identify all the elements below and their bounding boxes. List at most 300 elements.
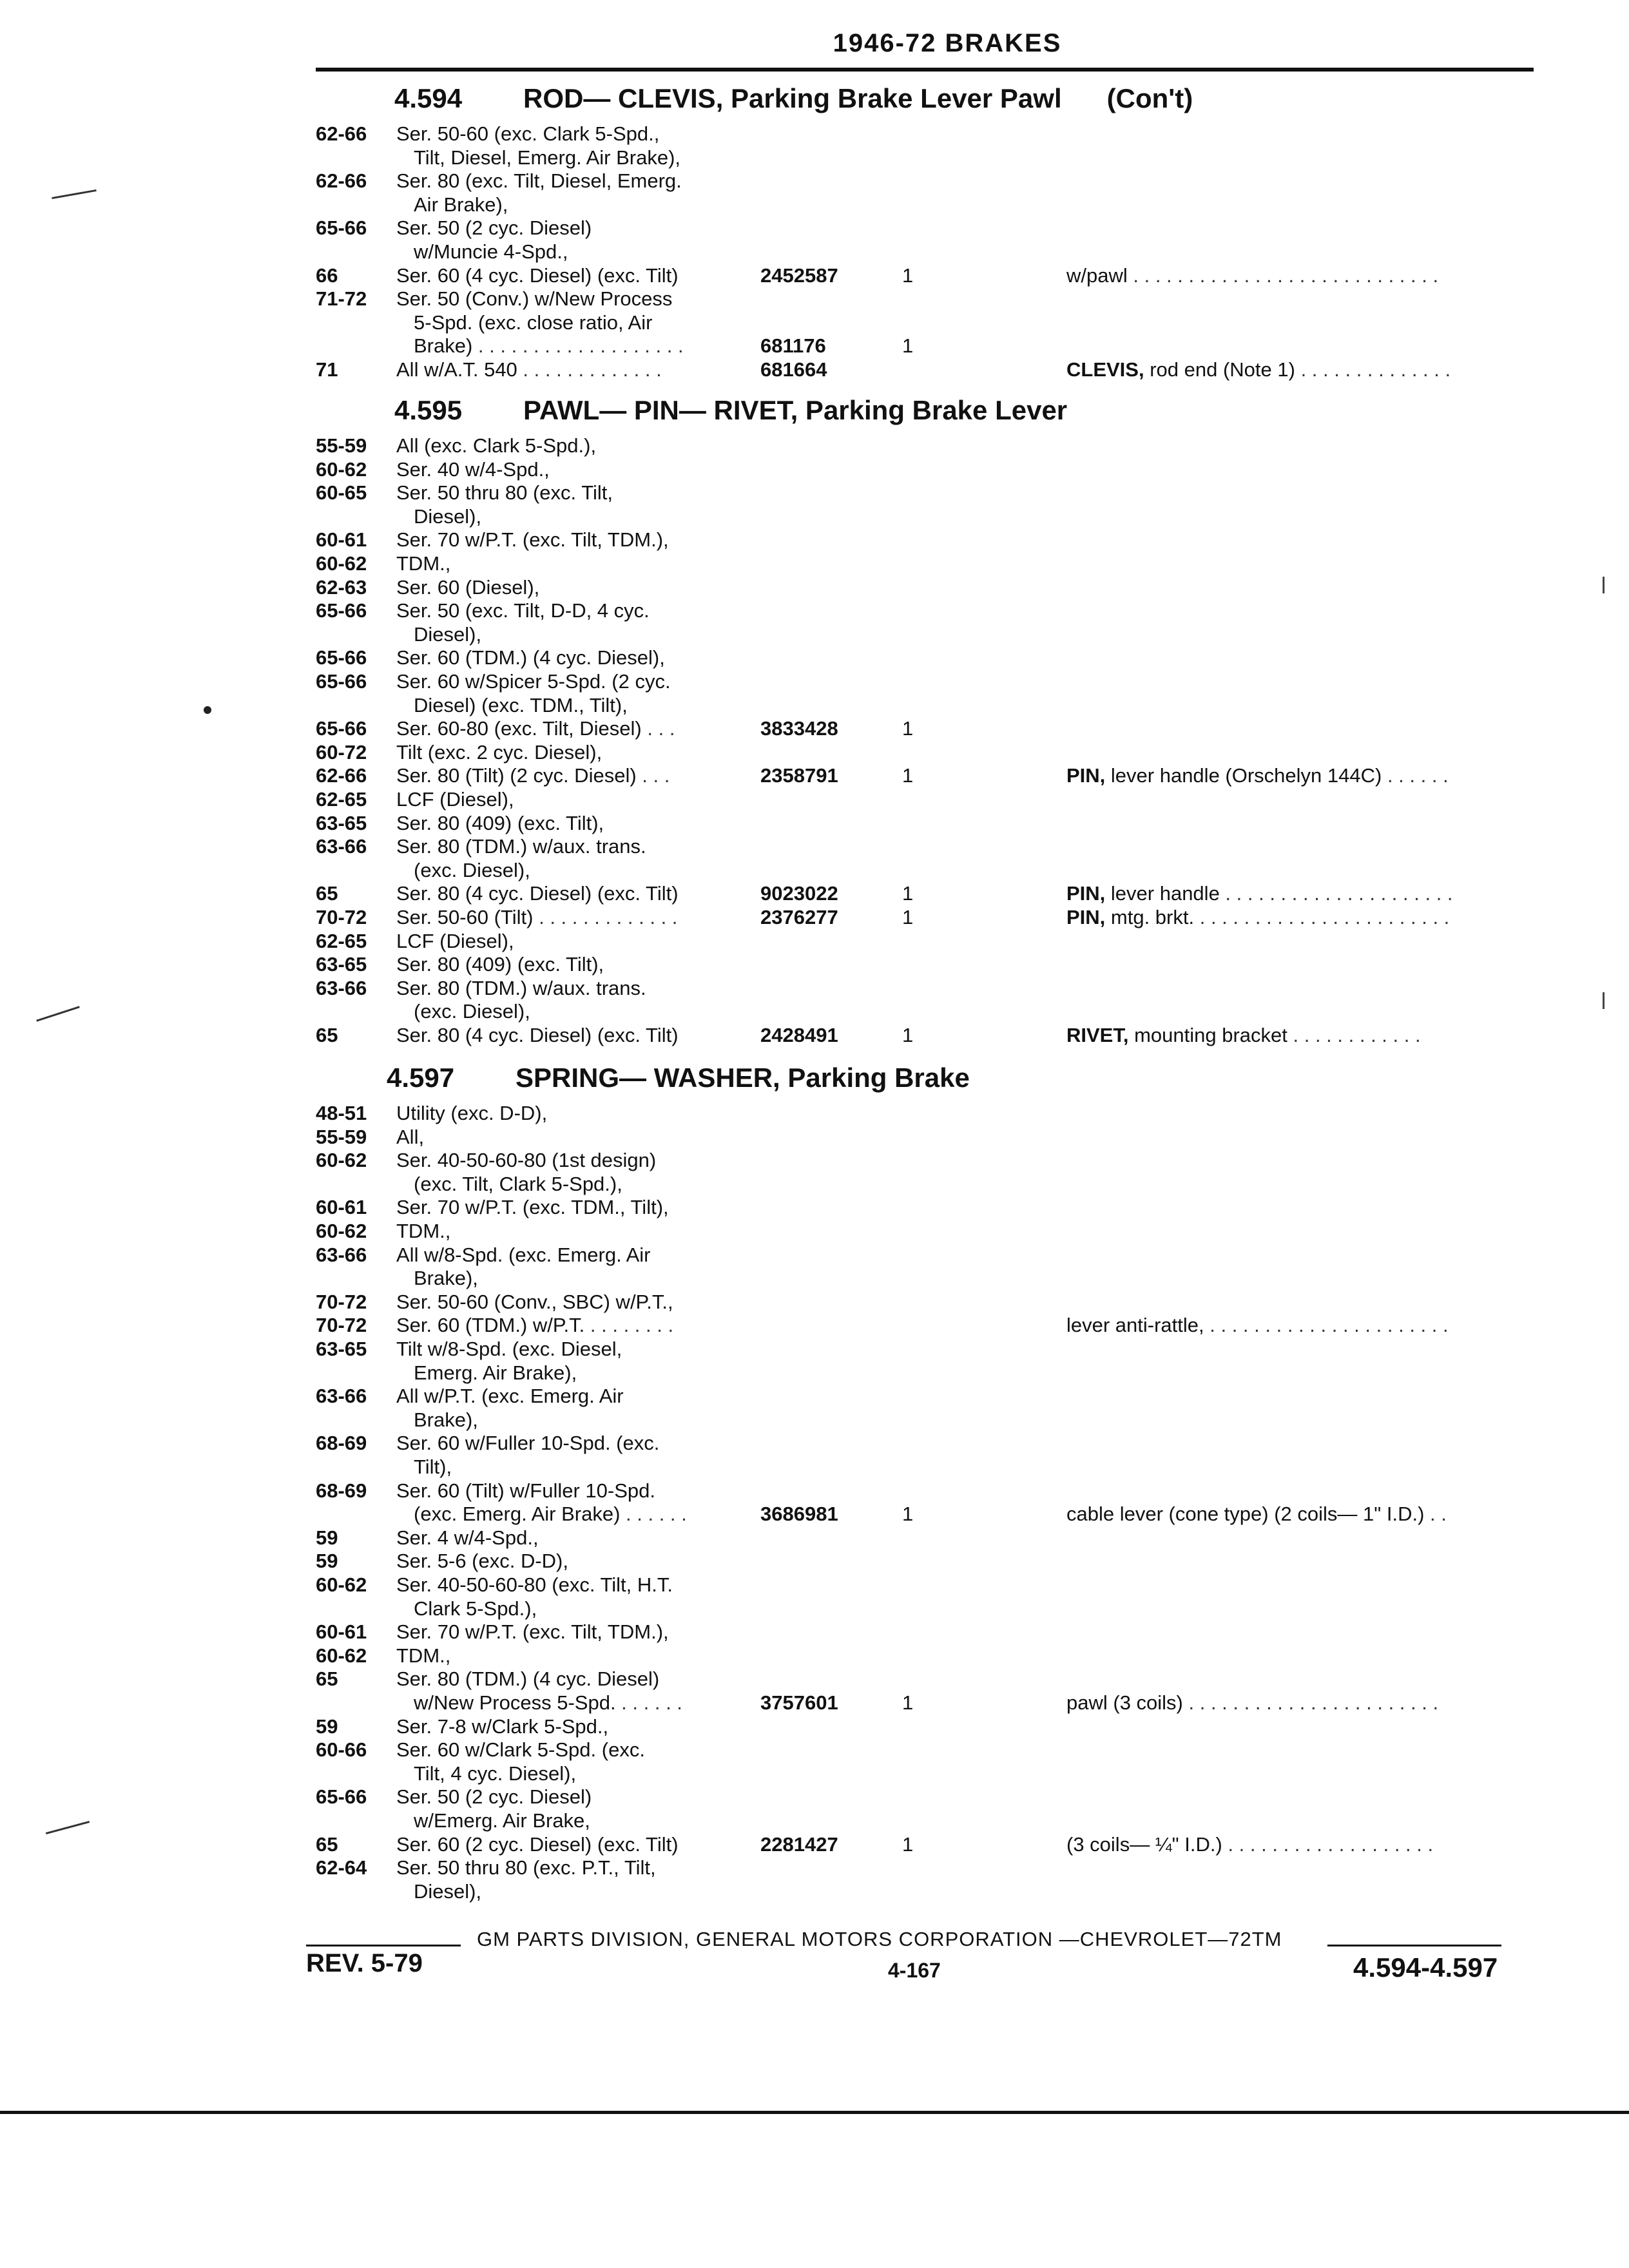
description-text: Ser. 60 w/Clark 5-Spd. (exc. xyxy=(396,1738,645,1762)
table-row xyxy=(0,1408,1629,1432)
table-row xyxy=(0,1385,1629,1408)
description-text: w/New Process 5-Spd. xyxy=(414,1691,616,1714)
model-years: 60-65 xyxy=(316,481,367,505)
description-text: Tilt (exc. 2 cyc. Diesel), xyxy=(396,740,602,764)
description-text: Ser. 60 (TDM.) (4 cyc. Diesel), xyxy=(396,646,665,669)
table-row xyxy=(0,953,1629,976)
continued-label: (Con't) xyxy=(1106,83,1193,113)
description-text: Ser. 70 w/P.T. (exc. Tilt, TDM.), xyxy=(396,1620,669,1644)
model-years: 65-66 xyxy=(316,599,367,622)
description-text: Ser. 50-60 (exc. Clark 5-Spd., xyxy=(396,122,660,145)
description-text: Tilt, Diesel, Emerg. Air Brake), xyxy=(414,146,681,169)
dot-leader: . . . . . . . . . . . . . xyxy=(517,358,662,381)
application-description xyxy=(396,1126,424,1149)
table-row xyxy=(0,1785,1629,1809)
table-row xyxy=(0,1361,1629,1385)
table-row xyxy=(0,1691,1629,1715)
application-description xyxy=(396,670,671,693)
model-years: 63-66 xyxy=(316,1385,367,1408)
remark-part-name: PIN, xyxy=(1066,882,1106,905)
model-years: 63-65 xyxy=(316,953,367,976)
table-row xyxy=(0,552,1629,575)
page-header xyxy=(316,29,1534,72)
application-description xyxy=(396,264,679,287)
dot-leader: . . . . . . . . . . . . . . . . . . . . . . . xyxy=(1182,1691,1439,1714)
table-row xyxy=(0,1338,1629,1361)
model-years: 65 xyxy=(316,1024,338,1046)
description-text: LCF (Diesel), xyxy=(396,788,514,811)
margin-tick xyxy=(1603,577,1605,593)
table-row xyxy=(0,1856,1629,1879)
description-text: (exc. Tilt, Clark 5-Spd.), xyxy=(414,1172,622,1195)
table-row xyxy=(0,122,1629,146)
table-row xyxy=(0,1267,1629,1290)
table-row xyxy=(0,1126,1629,1149)
table-row xyxy=(0,646,1629,669)
description-text: w/Muncie 4-Spd., xyxy=(414,240,568,263)
application-description xyxy=(396,1644,450,1667)
application-description xyxy=(396,882,679,905)
model-years: 59 xyxy=(316,1550,338,1573)
table-row xyxy=(0,835,1629,858)
footer-corporation: GM PARTS DIVISION, GENERAL MOTORS CORPORATION —CHEVROLET—72TM xyxy=(477,1928,1282,1950)
description-text: Ser. 50-60 (Conv., SBC) w/P.T., xyxy=(396,1290,673,1313)
section-title xyxy=(387,1062,970,1094)
description-text: w/Emerg. Air Brake, xyxy=(414,1809,590,1832)
remark-text: w/pawl xyxy=(1066,264,1128,287)
remark xyxy=(1066,906,1449,929)
table-row xyxy=(0,1220,1629,1243)
description-text: Brake), xyxy=(414,1267,478,1290)
application-description xyxy=(396,906,677,929)
description-text: (exc. Diesel), xyxy=(414,1000,530,1023)
table-row xyxy=(0,1173,1629,1196)
description-text: Diesel), xyxy=(414,622,482,646)
quantity: 1 xyxy=(902,334,914,358)
table-row xyxy=(0,169,1629,193)
description-text: Ser. 50-60 (Tilt) xyxy=(396,906,534,928)
table-row xyxy=(0,1809,1629,1832)
description-text: Air Brake), xyxy=(414,193,508,216)
part-number: 681664 xyxy=(760,358,827,381)
application-description xyxy=(414,311,652,334)
description-text: Brake) xyxy=(414,334,473,358)
section-number: 4.597 xyxy=(387,1062,455,1093)
model-years: 59 xyxy=(316,1526,338,1549)
model-years: 62-66 xyxy=(316,764,367,787)
application-description xyxy=(396,599,650,622)
table-row xyxy=(0,741,1629,764)
part-number: 2452587 xyxy=(760,264,838,287)
remark-part-name: PIN, xyxy=(1066,906,1106,928)
application-description xyxy=(396,930,514,953)
dot-leader: . . . . . . xyxy=(615,1691,682,1714)
remark-text: lever handle (Orschelyn 144C) xyxy=(1105,764,1382,787)
section-heading: PAWL— PIN— RIVET, Parking Brake Lever xyxy=(523,395,1068,425)
bottom-rule xyxy=(0,2111,1629,2114)
table-row xyxy=(0,1667,1629,1691)
description-text: Ser. 60 w/Spicer 5-Spd. (2 cyc. xyxy=(396,670,671,693)
model-years: 60-62 xyxy=(316,1149,367,1172)
dot-leader: . . . . . . . . . . . . . . xyxy=(1295,358,1451,381)
part-number: 2376277 xyxy=(760,906,838,928)
remark-text: (3 coils— ¼" I.D.) xyxy=(1066,1832,1222,1856)
application-description xyxy=(414,1880,481,1903)
model-years: 63-66 xyxy=(316,1243,367,1266)
margin-tick xyxy=(1603,992,1605,1009)
application-description xyxy=(396,835,646,858)
table-row xyxy=(0,1196,1629,1219)
description-text: All w/A.T. 540 xyxy=(396,358,517,381)
table-row xyxy=(0,906,1629,929)
part-number: 3686981 xyxy=(760,1503,838,1526)
part-number: 3833428 xyxy=(760,717,838,740)
model-years: 62-63 xyxy=(316,575,367,599)
table-row xyxy=(0,1738,1629,1762)
application-description xyxy=(414,1456,452,1479)
quantity: 1 xyxy=(902,717,914,740)
table-row xyxy=(0,1620,1629,1644)
remark xyxy=(1066,1314,1449,1337)
model-years: 70-72 xyxy=(316,1314,367,1337)
application-description xyxy=(396,481,613,505)
footer-rule-right xyxy=(1327,1945,1501,1946)
quantity: 1 xyxy=(902,1503,914,1526)
page-title: 1946-72 BRAKES xyxy=(833,29,1062,57)
application-description xyxy=(396,741,602,764)
section-title xyxy=(394,394,1067,427)
application-description xyxy=(396,1102,547,1125)
application-description xyxy=(396,1785,592,1809)
table-row xyxy=(0,1244,1629,1267)
remark xyxy=(1066,882,1453,905)
description-text: Ser. 7-8 w/Clark 5-Spd., xyxy=(396,1715,609,1738)
description-text: Ser. 80 (409) (exc. Tilt), xyxy=(396,811,604,834)
application-description xyxy=(396,552,450,575)
application-description xyxy=(414,334,684,358)
table-row xyxy=(0,623,1629,646)
description-text: (exc. Emerg. Air Brake) xyxy=(414,1503,621,1526)
dot-leader: . . . . . . xyxy=(1382,764,1449,787)
table-row xyxy=(0,1526,1629,1550)
model-years: 70-72 xyxy=(316,906,367,928)
application-description xyxy=(396,1715,608,1738)
table-row xyxy=(0,1762,1629,1785)
application-description xyxy=(414,1597,537,1620)
model-years: 70-72 xyxy=(316,1290,367,1313)
description-text: Ser. 80 (exc. Tilt, Diesel, Emerg. xyxy=(396,169,682,193)
description-text: Ser. 80 (TDM.) w/aux. trans. xyxy=(396,976,646,999)
part-number: 3757601 xyxy=(760,1691,838,1714)
model-years: 65 xyxy=(316,1667,338,1691)
remark xyxy=(1066,1024,1421,1047)
application-description xyxy=(396,1196,669,1219)
description-text: Ser. 50 (Conv.) w/New Process xyxy=(396,287,673,311)
application-description xyxy=(396,169,682,193)
dot-leader: . . . . . . . . . . . . . . . . . . . . . . xyxy=(1204,1314,1449,1337)
model-years: 63-65 xyxy=(316,1338,367,1360)
table-row xyxy=(0,977,1629,1000)
application-description xyxy=(396,788,514,811)
model-years: 60-72 xyxy=(316,740,367,764)
application-description xyxy=(414,1173,622,1196)
table-row xyxy=(0,882,1629,905)
quantity: 1 xyxy=(902,1024,914,1046)
part-number: 2428491 xyxy=(760,1024,838,1046)
remark-text: lever handle xyxy=(1105,882,1220,905)
table-row xyxy=(0,1503,1629,1526)
model-years: 65-66 xyxy=(316,670,367,693)
application-description xyxy=(396,1833,679,1856)
remark xyxy=(1066,358,1451,381)
description-text: Ser. 40-50-60-80 (exc. Tilt, H.T. xyxy=(396,1573,673,1596)
description-text: Ser. 60 (TDM.) w/P.T. xyxy=(396,1314,585,1337)
description-text: Tilt w/8-Spd. (exc. Diesel, xyxy=(396,1338,622,1360)
table-row xyxy=(0,481,1629,505)
table-row xyxy=(0,1573,1629,1597)
application-description xyxy=(396,1550,568,1573)
application-description xyxy=(414,1809,590,1832)
application-description xyxy=(396,1220,450,1243)
application-description xyxy=(396,1526,539,1550)
application-description xyxy=(396,434,596,457)
description-text: TDM., xyxy=(396,552,451,575)
model-years: 63-66 xyxy=(316,976,367,999)
description-text: 5-Spd. (exc. close ratio, Air xyxy=(414,311,653,334)
model-years: 60-61 xyxy=(316,528,367,552)
application-description xyxy=(414,146,680,169)
table-row xyxy=(0,788,1629,811)
description-text: LCF (Diesel), xyxy=(396,929,514,952)
dot-leader: . . . . . . . . . . . . . . . . . . . xyxy=(1222,1832,1434,1856)
application-description xyxy=(396,1667,659,1691)
application-description xyxy=(396,1291,673,1314)
application-description xyxy=(396,458,550,481)
model-years: 63-65 xyxy=(316,811,367,834)
remark-text: rod end (Note 1) xyxy=(1144,358,1295,381)
application-description xyxy=(396,1385,624,1408)
application-description xyxy=(396,528,669,552)
dot-leader: . . . . . . . . . . . . . . . . . . . . . . . . . . . . xyxy=(1127,264,1439,287)
table-row xyxy=(0,334,1629,358)
table-row xyxy=(0,264,1629,287)
section-number: 4.595 xyxy=(394,395,463,425)
model-years: 60-62 xyxy=(316,552,367,575)
application-description xyxy=(396,1738,645,1762)
table-row xyxy=(0,670,1629,693)
remark xyxy=(1066,1833,1433,1856)
application-description xyxy=(396,1620,669,1644)
quantity: 1 xyxy=(902,1691,914,1714)
description-text: Emerg. Air Brake), xyxy=(414,1361,577,1384)
application-description xyxy=(396,576,539,599)
application-description xyxy=(396,953,604,976)
table-row xyxy=(0,1102,1629,1125)
section-heading: SPRING— WASHER, Parking Brake xyxy=(516,1062,970,1093)
description-text: All w/8-Spd. (exc. Emerg. Air xyxy=(396,1243,651,1266)
table-row xyxy=(0,1314,1629,1337)
description-text: Tilt, 4 cyc. Diesel), xyxy=(414,1762,577,1785)
application-description xyxy=(396,1432,659,1455)
dot-leader: . . xyxy=(1424,1503,1447,1526)
application-description xyxy=(396,1149,656,1172)
model-years: 59 xyxy=(316,1715,338,1738)
application-description xyxy=(396,977,646,1000)
description-text: TDM., xyxy=(396,1220,451,1242)
quantity: 1 xyxy=(902,264,914,287)
model-years: 60-62 xyxy=(316,1644,367,1667)
application-description xyxy=(396,1244,651,1267)
application-description xyxy=(414,1408,478,1432)
description-text: Diesel) (exc. TDM., Tilt), xyxy=(414,693,628,716)
quantity: 1 xyxy=(902,906,914,928)
remark xyxy=(1066,1503,1447,1526)
model-years: 65-66 xyxy=(316,216,367,240)
part-number: 681176 xyxy=(760,334,826,358)
dot-leader: . . . xyxy=(641,717,675,740)
model-years: 62-65 xyxy=(316,929,367,952)
description-text: Ser. 4 w/4-Spd., xyxy=(396,1526,539,1549)
table-row xyxy=(0,576,1629,599)
table-row xyxy=(0,1000,1629,1023)
application-description xyxy=(414,1503,687,1526)
model-years: 66 xyxy=(316,264,338,287)
model-years: 55-59 xyxy=(316,434,367,457)
table-row xyxy=(0,1432,1629,1455)
application-description xyxy=(396,1314,673,1337)
description-text: Ser. 60-80 (exc. Tilt, Diesel) xyxy=(396,717,642,740)
quantity: 1 xyxy=(902,882,914,905)
table-row xyxy=(0,1456,1629,1479)
quantity: 1 xyxy=(902,1832,914,1856)
application-description xyxy=(396,122,659,146)
remark xyxy=(1066,264,1438,287)
application-description xyxy=(396,216,592,240)
table-row xyxy=(0,930,1629,953)
description-text: Ser. 80 (409) (exc. Tilt), xyxy=(396,953,604,976)
description-text: Brake), xyxy=(414,1408,478,1431)
remark xyxy=(1066,764,1449,787)
application-description xyxy=(396,1856,656,1879)
dot-leader: . . . . . . . . . . . . xyxy=(1287,1024,1421,1046)
description-text: Ser. 40-50-60-80 (1st design) xyxy=(396,1149,657,1172)
margin-dot xyxy=(204,706,211,714)
model-years: 65 xyxy=(316,1832,338,1856)
footer-rule-left xyxy=(306,1945,461,1946)
quantity: 1 xyxy=(902,764,914,787)
table-row xyxy=(0,505,1629,528)
description-text: Ser. 50 thru 80 (exc. P.T., Tilt, xyxy=(396,1856,656,1879)
application-description xyxy=(414,505,481,528)
table-row xyxy=(0,764,1629,787)
application-description xyxy=(414,1691,682,1715)
table-row xyxy=(0,458,1629,481)
description-text: Utility (exc. D-D), xyxy=(396,1102,548,1124)
description-text: Ser. 70 w/P.T. (exc. TDM., Tilt), xyxy=(396,1196,669,1219)
dot-leader: . . . . . . . . . . . . . xyxy=(533,906,678,928)
description-text: Ser. 80 (4 cyc. Diesel) (exc. Tilt) xyxy=(396,882,679,905)
description-text: Ser. 5-6 (exc. D-D), xyxy=(396,1550,568,1573)
description-text: Ser. 40 w/4-Spd., xyxy=(396,457,550,481)
table-row xyxy=(0,1291,1629,1314)
application-description xyxy=(414,1361,577,1385)
description-text: Ser. 50 (2 cyc. Diesel) xyxy=(396,216,592,240)
description-text: All, xyxy=(396,1125,425,1148)
model-years: 62-65 xyxy=(316,788,367,811)
table-row xyxy=(0,1149,1629,1172)
remark-text: cable lever (cone type) (2 coils— 1" I.D.) xyxy=(1066,1503,1425,1526)
description-text: Tilt), xyxy=(414,1456,452,1478)
table-row xyxy=(0,1550,1629,1573)
remark-part-name: RIVET, xyxy=(1066,1024,1129,1046)
dot-leader: . . . . . . . . . . . . . . . . . . . . . xyxy=(1219,882,1453,905)
table-row xyxy=(0,599,1629,622)
table-row xyxy=(0,287,1629,311)
table-row xyxy=(0,1880,1629,1903)
model-years: 65-66 xyxy=(316,646,367,669)
application-description xyxy=(396,764,670,787)
description-text: Ser. 60 w/Fuller 10-Spd. (exc. xyxy=(396,1432,660,1455)
dot-leader: . . . . . . . . . . . . . . . . . . . . . . . xyxy=(1194,906,1450,928)
model-years: 60-61 xyxy=(316,1620,367,1644)
table-row xyxy=(0,1597,1629,1620)
application-description xyxy=(414,240,568,264)
section-heading: ROD— CLEVIS, Parking Brake Lever Pawl xyxy=(523,83,1062,113)
application-description xyxy=(396,717,675,740)
revision-label: REV. 5-79 xyxy=(306,1949,423,1977)
model-years: 62-64 xyxy=(316,1856,367,1879)
table-row xyxy=(0,694,1629,717)
application-description xyxy=(414,623,481,646)
description-text: TDM., xyxy=(396,1644,451,1667)
application-description xyxy=(414,1000,530,1023)
table-row xyxy=(0,146,1629,169)
remark-text: pawl (3 coils) xyxy=(1066,1691,1183,1714)
description-text: Ser. 60 (Diesel), xyxy=(396,575,540,599)
model-years: 60-62 xyxy=(316,1573,367,1596)
description-text: Ser. 50 (exc. Tilt, D-D, 4 cyc. xyxy=(396,599,650,622)
application-description xyxy=(414,859,530,882)
section-title xyxy=(394,82,1193,115)
application-description xyxy=(396,646,665,669)
remark xyxy=(1066,1691,1438,1715)
part-number: 2281427 xyxy=(760,1832,838,1856)
model-years: 60-66 xyxy=(316,1738,367,1762)
dot-leader: . . . . . . . . xyxy=(584,1314,674,1337)
table-row xyxy=(0,216,1629,240)
description-text: Clark 5-Spd.), xyxy=(414,1597,537,1620)
description-text: Ser. 80 (Tilt) (2 cyc. Diesel) xyxy=(396,764,637,787)
description-text: Ser. 50 (2 cyc. Diesel) xyxy=(396,1785,592,1809)
part-number: 9023022 xyxy=(760,882,838,905)
table-row xyxy=(0,1644,1629,1667)
part-number: 2358791 xyxy=(760,764,838,787)
description-text: Ser. 80 (TDM.) (4 cyc. Diesel) xyxy=(396,1667,660,1691)
table-row xyxy=(0,193,1629,216)
table-row xyxy=(0,717,1629,740)
table-row xyxy=(0,1715,1629,1738)
application-description xyxy=(396,287,672,311)
model-years: 65-66 xyxy=(316,717,367,740)
application-description xyxy=(396,358,662,381)
description-text: Diesel), xyxy=(414,1879,482,1903)
application-description xyxy=(414,193,508,216)
application-description xyxy=(414,694,628,717)
dot-leader: . . . . . . xyxy=(620,1503,687,1526)
section-range: 4.594-4.597 xyxy=(1353,1952,1498,1983)
table-row xyxy=(0,528,1629,552)
remark-text: mtg. brkt. xyxy=(1105,906,1195,928)
